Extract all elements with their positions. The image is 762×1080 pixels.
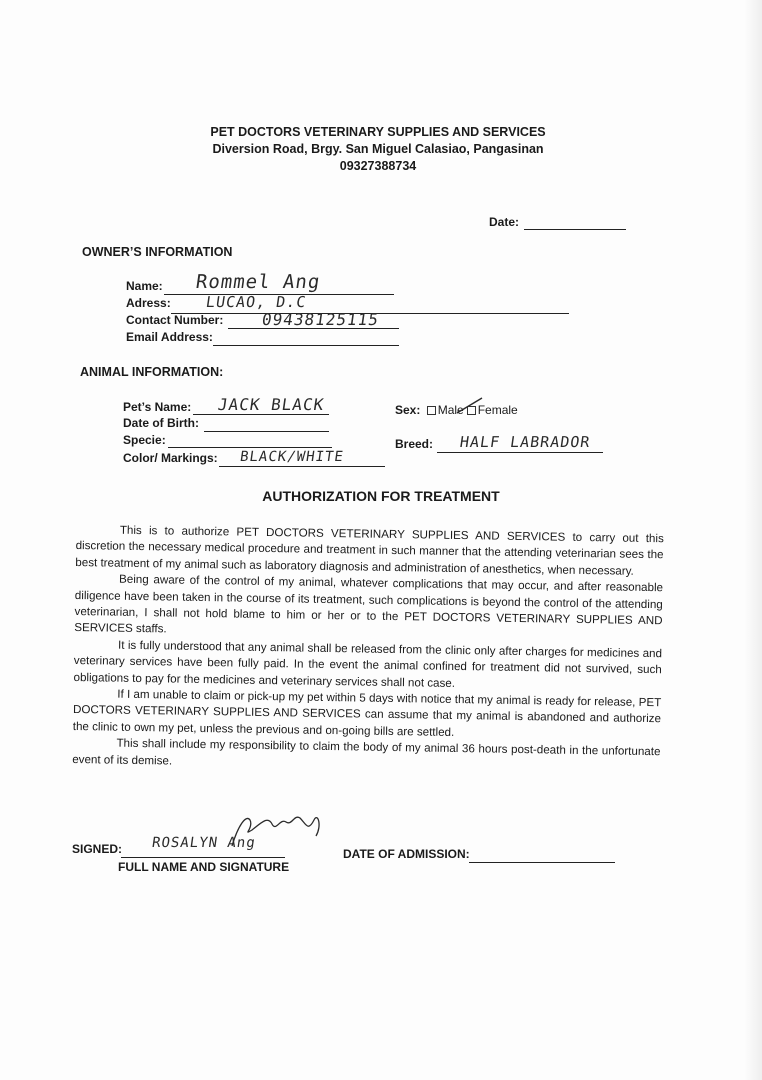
breed-value: HALF LABRADOR (458, 433, 592, 451)
color-label: Color/ Markings: (123, 451, 218, 465)
breed-label: Breed: (395, 437, 434, 451)
signed-value: ROSALYN Ang (150, 835, 257, 851)
address-label: Adress: (126, 296, 171, 310)
name-value: Rommel Ang (194, 271, 322, 293)
clinic-address: Diversion Road, Brgy. San Miguel Calasiao, Pangasinan (212, 142, 544, 156)
signature-field-line[interactable] (121, 857, 285, 858)
specie-label: Specie: (123, 433, 166, 447)
name-label: Name: (126, 279, 163, 293)
specie-field-line[interactable] (168, 447, 332, 448)
date-admission-label: DATE OF ADMISSION: (343, 847, 470, 861)
pet-name-value: JACK BLACK (216, 395, 326, 414)
breed-field-line[interactable] (437, 452, 603, 453)
pet-name-field-line[interactable] (193, 414, 329, 415)
handwritten-signature (228, 806, 324, 852)
owner-section-title: OWNER’S INFORMATION (82, 245, 233, 259)
authorization-paragraph: It is fully understood that any animal shall be released from the clinic only after charges for medicines and veterinary services have been fully paid. In the event the animal confined for treatment did not survived, such obligations to pay for the medicines and veterinary services shall not case. (73, 638, 663, 690)
date-admission-field-line[interactable] (469, 862, 615, 863)
authorization-paragraph: This is to authorize PET DOCTORS VETERINARY SUPPLIES AND SERVICES to carry out this discretion the necessary medical procedure and treatment in such manner that the attending veterinarian sees the best treatment of my animal such as laboratory diagnosis and administration of anesthetics, when necessary. (75, 523, 664, 578)
email-field-line[interactable] (213, 345, 399, 346)
animal-section-title: ANIMAL INFORMATION: (80, 365, 224, 379)
dob-label: Date of Birth: (123, 416, 199, 430)
color-value: BLACK/WHITE (238, 449, 345, 465)
male-option: Male (437, 403, 464, 417)
letterhead (0, 124, 762, 175)
sex-label: Sex: (395, 403, 421, 417)
signed-label: SIGNED: (72, 842, 123, 856)
clinic-name: PET DOCTORS VETERINARY SUPPLIES AND SERVICES (210, 125, 546, 139)
dob-field-line[interactable] (204, 431, 329, 432)
full-name-label: FULL NAME AND SIGNATURE (118, 860, 290, 874)
contact-label: Contact Number: (126, 313, 224, 327)
date-field[interactable] (524, 229, 626, 230)
clinic-phone: 09327388734 (339, 159, 417, 173)
female-option: Female (477, 403, 518, 417)
date-label: Date: (489, 215, 520, 229)
color-field-line[interactable] (219, 466, 385, 467)
female-check-mark (455, 395, 485, 417)
pet-name-label: Pet’s Name: (123, 400, 192, 414)
authorization-paragraph: Being aware of the control of my animal, whatever complications that may occur, and after reasonable diligence have been taken in the course of its treatment, such complications is beyond the control of the attending veterinarian, I shall not hold blame to him or her or to the PET DOCTORS VETERINARY SUPPLIES AND SERVICES staffs. (74, 572, 664, 636)
authorization-paragraph: This shall include my responsibility to claim the body of my animal 36 hours post-death in the unfortunate event of its demise. (72, 736, 661, 768)
male-checkbox[interactable] (427, 406, 436, 415)
authorization-title: AUTHORIZATION FOR TREATMENT (262, 488, 500, 504)
email-label: Email Address: (126, 330, 213, 344)
authorization-body (72, 522, 664, 777)
authorization-paragraph: If I am unable to claim or pick-up my pet within 5 days with notice that my animal is ready for release, PET DOCTORS VETERINARY SUPPLIES AND SERVICES can assume that my animal is abandoned and authorize the clinic to own my pet, unless the previous and on-going bills are settled. (72, 687, 662, 739)
contact-value: 09438125115 (260, 310, 381, 329)
address-value: LUCAO, D.C (204, 293, 308, 311)
